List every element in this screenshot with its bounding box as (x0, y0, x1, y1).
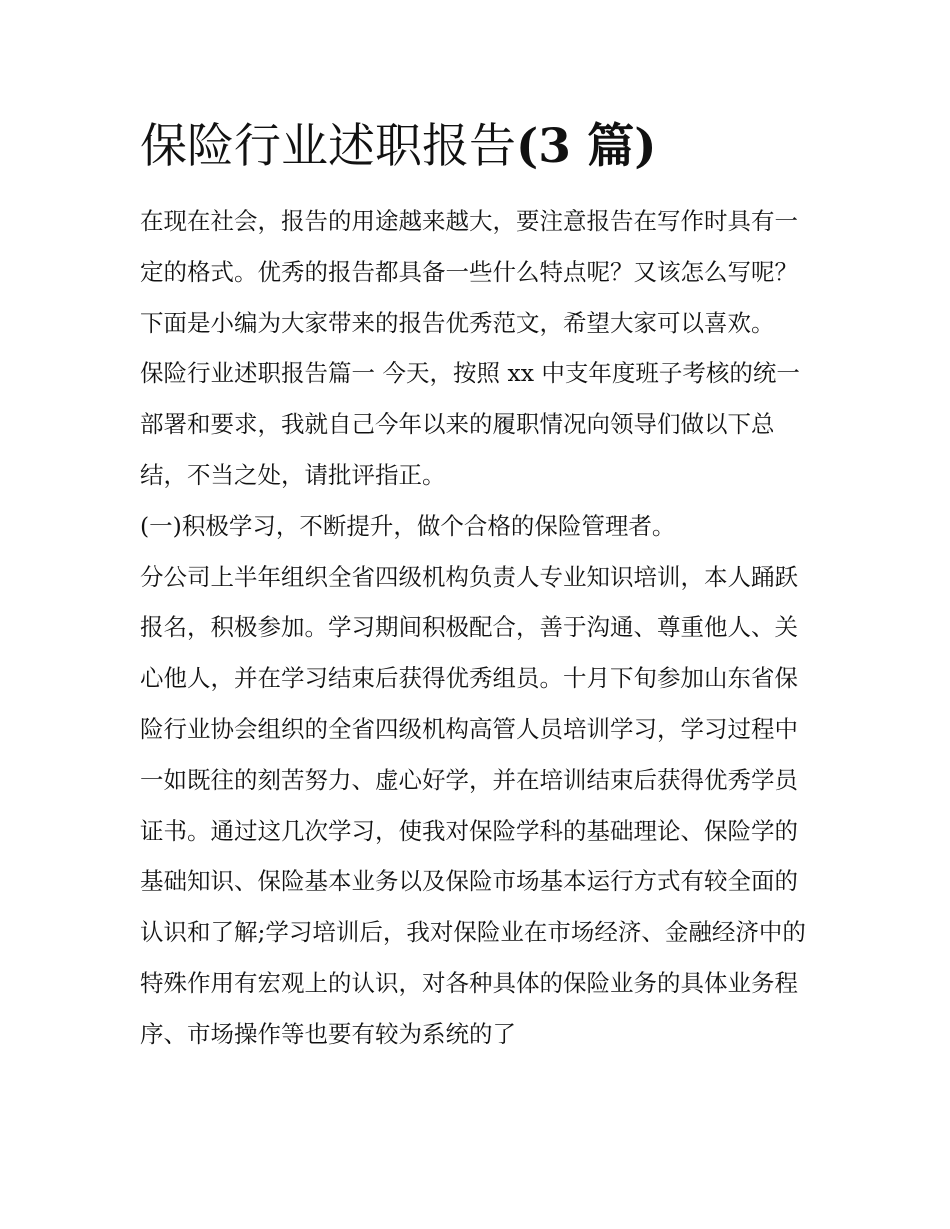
training-paragraph: 分公司上半年组织全省四级机构负责人专业知识培训，本人踊跃报名，积极参加。学习期间积极配合，善于沟通、尊重他人、关心他人，并在学习结束后获得优秀组员。十月下旬参加山东省保险行业协会组织的全省四级机构高管人员培训学习，学习过程中一如既往的刻苦努力、虚心好学，并在培训结束后获得优秀学员证书。通过这几次学习，使我对保险学科的基础理论、保险学的基础知识、保险基本业务以及保险市场基本运行方式有较全面的认识和了解;学习培训后，我对保险业在市场经济、金融经济中的特殊作用有宏观上的认识，对各种具体的保险业务的具体业务程序、市场操作等也要有较为系统的了 (140, 562, 806, 1048)
intro-paragraph: 在现在社会，报告的用途越来越大，要注意报告在写作时具有一定的格式。优秀的报告都具备一些什么特点呢？又该怎么写呢？下面是小编为大家带来的报告优秀范文，希望大家可以喜欢。 (140, 207, 798, 337)
title-suffix: (3 篇) (516, 119, 657, 174)
document-body (140, 196, 815, 1060)
report-one-opening-paragraph: 保险行业述职报告篇一 今天，按照 xx 中支年度班子考核的统一部署和要求，我就自己今年以来的履职情况向领导们做以下总结，不当之处，请批评指正。 (140, 359, 800, 489)
document-title (140, 112, 657, 182)
section-heading-one: (一)积极学习，不断提升，做个合格的保险管理者。 (140, 511, 676, 540)
title-main: 保险行业述职报告 (140, 119, 516, 174)
